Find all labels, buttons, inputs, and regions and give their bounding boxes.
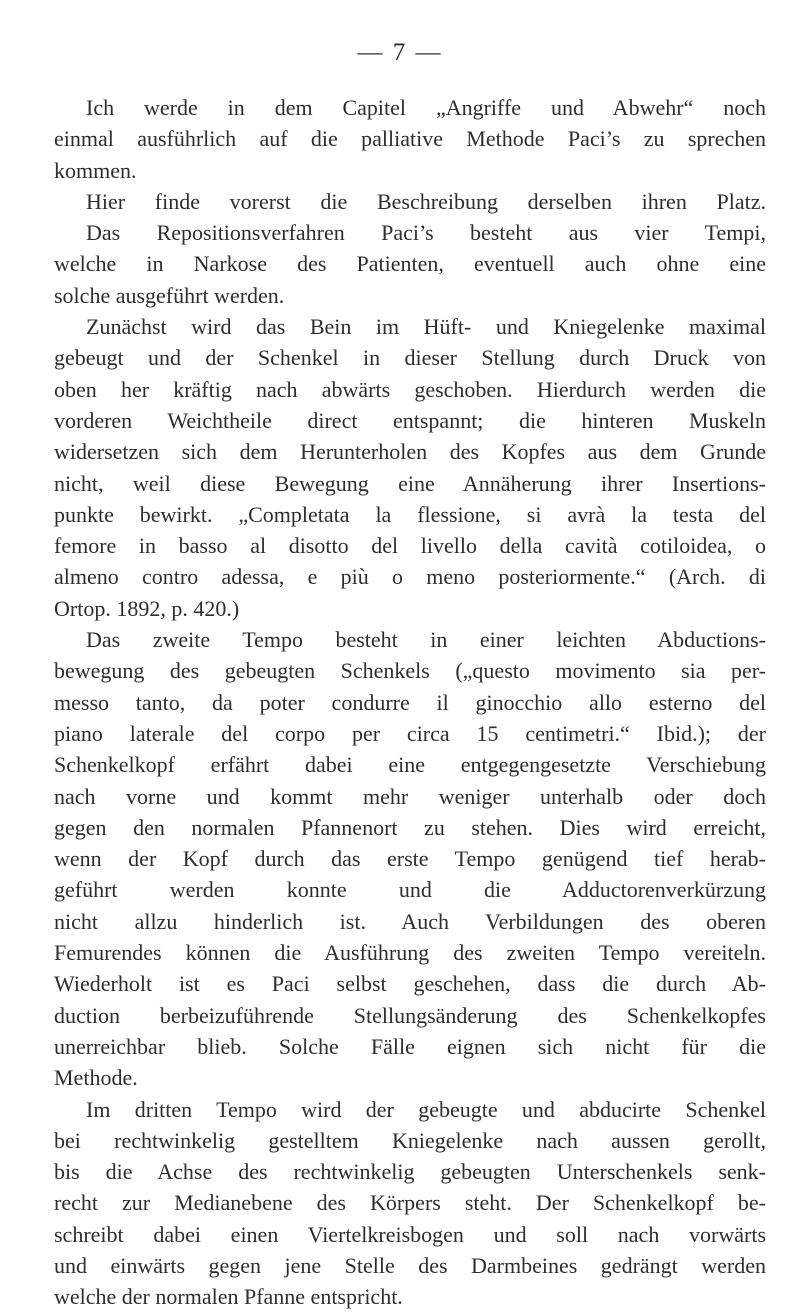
text-line: unerreichbar blieb. Solche Fälle eignen sich nicht für die: [54, 1033, 766, 1059]
text-line: femore in basso al disotto del livello della cavità cotiloidea, o: [54, 533, 766, 559]
text-line: messo tanto, da poter condurre il ginocchio allo esterno del: [54, 689, 766, 715]
text-line: Methode.: [54, 1065, 138, 1091]
text-line: schreibt dabei einen Viertelkreisbogen und soll nach vorwärts: [54, 1221, 766, 1247]
text-line: nicht allzu hinderlich ist. Auch Verbildungen des oberen: [54, 908, 766, 934]
text-line: welche in Narkose des Patienten, eventuell auch ohne eine: [54, 251, 766, 277]
text-line: geführt werden konnte und die Adductorenverkürzung: [54, 877, 766, 903]
text-line: Femurendes können die Ausführung des zweiten Tempo vereiteln.: [54, 940, 766, 966]
text-line: oben her kräftig nach abwärts geschoben. Hierdurch werden die: [54, 376, 766, 402]
text-line: kommen.: [54, 157, 137, 183]
text-line: widersetzen sich dem Herunterholen des Kopfes aus dem Grunde: [54, 439, 766, 465]
text-line: Wiederholt ist es Paci selbst geschehen, dass die durch Ab-: [54, 971, 766, 997]
text-line: bis die Achse des rechtwinkelig gebeugten Unterschenkels senk-: [54, 1159, 766, 1185]
text-line: recht zur Medianebene des Körpers steht. Der Schenkelkopf be-: [54, 1190, 766, 1216]
text-line: Hier finde vorerst die Beschreibung derselben ihren Platz.: [86, 188, 766, 214]
text-line: Das Repositionsverfahren Paci’s besteht aus vier Tempi,: [86, 220, 766, 246]
text-line: solche ausgeführt werden.: [54, 282, 285, 308]
text-line: Das zweite Tempo besteht in einer leichten Abductions-: [86, 627, 766, 653]
text-line: einmal ausführlich auf die palliative Methode Paci’s zu sprechen: [54, 126, 766, 152]
text-line: bewegung des gebeugten Schenkels („questo movimento sia per-: [54, 658, 766, 684]
text-line: vorderen Weichtheile direct entspannt; die hinteren Muskeln: [54, 407, 766, 433]
page-number: — 7 —: [357, 39, 443, 66]
text-line: gegen den normalen Pfannenort zu stehen. Dies wird erreicht,: [54, 814, 766, 840]
text-line: und einwärts gegen jene Stelle des Darmbeines gedrängt werden: [54, 1252, 766, 1278]
text-line: Zunächst wird das Bein im Hüft- und Kniegelenke maximal: [86, 314, 766, 340]
text-line: Ortop. 1892, p. 420.): [54, 595, 240, 621]
text-line: nach vorne und kommt mehr weniger unterhalb oder doch: [54, 783, 766, 809]
text-line: piano laterale del corpo per circa 15 centimetri.“ Ibid.); der: [54, 720, 766, 746]
text-line: punkte bewirkt. „Completata la flessione, si avrà la testa del: [54, 501, 766, 527]
text-line: Ich werde in dem Capitel „Angriffe und Abwehr“ noch: [86, 95, 766, 120]
text-line: Im dritten Tempo wird der gebeugte und abducirte Schenkel: [86, 1096, 766, 1122]
text-line: nicht, weil diese Bewegung eine Annäherung ihrer Insertions-: [54, 470, 766, 496]
text-line: bei rechtwinkelig gestelltem Kniegelenke nach aussen gerollt,: [54, 1127, 766, 1153]
text-line: duction berbeizuführende Stellungsänderung des Schenkelkopfes: [54, 1002, 766, 1028]
text-line: Schenkelkopf erfährt dabei eine entgegengesetzte Verschiebung: [54, 752, 766, 778]
text-line: gebeugt und der Schenkel in dieser Stellung durch Druck von: [54, 345, 766, 371]
text-line: wenn der Kopf durch das erste Tempo genügend tief herab-: [54, 846, 766, 872]
text-line: welche der normalen Pfanne entspricht.: [54, 1284, 403, 1310]
text-line: almeno contro adessa, e più o meno posteriormente.“ (Arch. di: [54, 564, 766, 590]
body-text: [54, 92, 766, 1313]
